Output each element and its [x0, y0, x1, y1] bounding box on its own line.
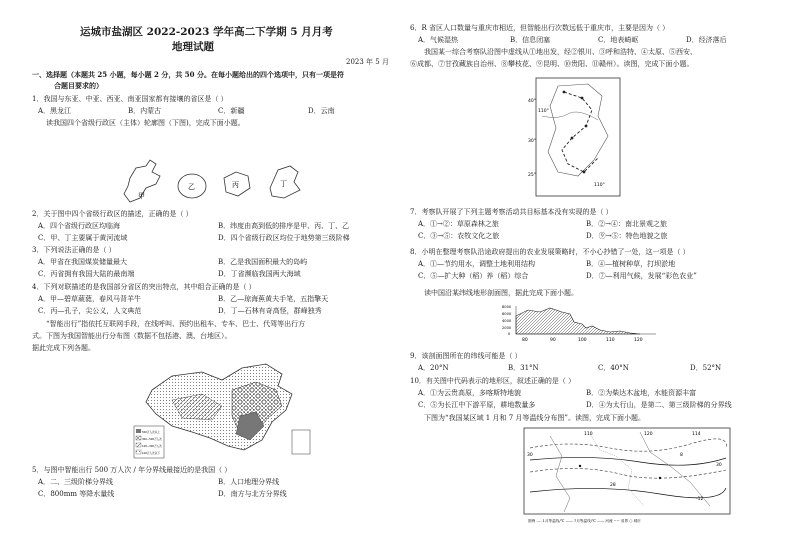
lat-label-40: 40°: [528, 99, 536, 104]
china-smart-travel-map: [132, 360, 322, 460]
q6-option-a: A．气候湿热: [418, 36, 459, 44]
lat-label-30: 30°: [528, 139, 536, 144]
q6-option-d: D．经济落后: [686, 36, 727, 44]
exam-subtitle: 地理试题: [172, 41, 214, 53]
q1-option-c: C．新疆: [218, 107, 245, 115]
legend-swatch-3: [136, 443, 141, 447]
lon-label: 110: [584, 432, 593, 437]
province-outlines-figure: [116, 158, 306, 206]
profile-y-tick: 2000: [502, 326, 512, 330]
q9-option-c: C．40°N: [598, 364, 629, 372]
section-heading-cont: 合题目要求的）: [54, 81, 103, 90]
isotherm-value-label: 28: [610, 483, 616, 488]
q6-stem: 6．R 省区人口数量与重庆市相近，但智能出行次数远低于重庆市，主要是因为（ ）: [410, 24, 670, 32]
q2-option-a: A．四个省级行政区均临海: [38, 222, 121, 230]
route-stop-marker: [585, 125, 588, 128]
profile-y-tick: 4000: [502, 319, 512, 323]
profile-y-tick: 6000: [502, 312, 512, 316]
label-ding: 丁: [280, 180, 287, 188]
q10-intro: 下图为“我国某区域 1 月和 7 月等温线分布图”。读图，完成下面小题。: [424, 414, 645, 422]
q4-intro-1: “智能出行”指依托互联网手段，在线呼叫、预约出租车、专车、巴士、代驾等出行方: [46, 320, 306, 328]
q9-option-b: B．31°N: [508, 364, 539, 372]
isotherm-map-legend: 图例 ---- 1月等温线/℃ —— 7月等温线/℃ —— 河流 ~~ 省界 ○ 城市: [528, 519, 641, 523]
q5-option-b: B．人口地理分界线: [218, 478, 280, 486]
label-jia: 甲: [138, 192, 145, 200]
section-heading: 一、选择题（本题共 25 小题，每小题 2 分，共 50 分。在每小题给出的四个选项中，只有一项是符: [32, 70, 344, 79]
q9-option-d: D．52°N: [690, 364, 722, 372]
expedition-route-map: [528, 76, 624, 198]
city-marker: [659, 477, 661, 479]
q1-option-b: B．内蒙古: [128, 107, 162, 115]
q4-intro-3: 据此完成下列各题。: [32, 344, 95, 352]
lat-label-25: 25°: [528, 173, 536, 178]
legend-swatch-2: [136, 436, 141, 440]
route-stop-marker: [583, 171, 586, 174]
lon-label: 114: [692, 432, 701, 437]
profile-y-tick: 8000: [502, 305, 512, 309]
lon-label: 120: [644, 432, 653, 437]
q4-option-b: B．乙—琼海蕉黄夫手笔，五指擎天: [218, 295, 329, 303]
q1-stem: 1．我国与东亚、中亚、西亚、南亚国家都有接壤的省区是（ ）: [32, 95, 228, 103]
lon-label-110-top: 110°: [538, 109, 549, 114]
q9-option-a: A．20°N: [418, 364, 449, 372]
route-stop-marker: [581, 97, 584, 100]
route-stop-marker: [571, 137, 574, 140]
q7-option-b: B．②→④：南北景观之旅: [586, 220, 668, 228]
profile-x-tick: 100: [578, 338, 587, 343]
q1-option-d: D．云南: [308, 107, 335, 115]
q1-option-a: A．黑龙江: [38, 107, 72, 115]
legend-label-1: 500万人次以上: [142, 431, 160, 434]
exam-date: 2023 年 5 月: [346, 58, 389, 66]
route-stop-marker: [563, 91, 566, 94]
q8-option-b: B．④—植树种草，打坝淤地: [586, 260, 676, 268]
label-yi: 乙: [188, 183, 195, 191]
legend-swatch-4: [136, 450, 141, 454]
legend-label-4: 100万人次以下: [142, 452, 160, 455]
q5-option-c: C．800mm 等降水量线: [38, 490, 115, 498]
profile-x-tick: 90: [550, 338, 556, 343]
profile-y-tick: 0: [508, 332, 511, 336]
q3-option-d: D．丁省濒临我国两大海域: [218, 270, 301, 278]
exam-title: 运城市盐湖区 2022-2023 学年高二下学期 5 月月考: [80, 26, 333, 38]
q3-option-c: C．丙省拥有我国大陆的最南端: [38, 270, 135, 278]
q8-option-a: A．①—节约用水，调整土地利用结构: [418, 260, 536, 268]
q2-option-d: D．四个省级行政区均位于地势第三级阶梯: [218, 234, 350, 242]
q10-option-b: B．②为柴达木盆地，水能资源丰富: [586, 389, 697, 397]
isotherm-value-label: -12: [696, 497, 704, 502]
q6-intro-2: ⑥成都、⑦甘孜藏族自治州、⑧攀枝花、⑨昆明、⑩贵阳、⑪赣州）。读图，完成下面小题。: [410, 60, 694, 68]
q8-stem: 8．小明在整理考察队沿途政府提出的农业发展策略时，不小心抄错了一处，这一项是（ ）: [410, 248, 690, 256]
q6-option-b: B．信息闭塞: [510, 36, 551, 44]
q5-stem: 5．与图中智能出行 500 万人次 / 年分界线最接近的是我国（ ）: [32, 466, 232, 474]
lat-label: 30: [527, 453, 533, 458]
profile-x-tick: 80: [522, 338, 528, 343]
q4-option-a: A．甲—碧草葳蕤，春风马背羊牛: [38, 295, 142, 303]
q10-stem: 10．有关图中代码表示的地形区，叙述正确的是（ ）: [410, 377, 576, 385]
q10-option-d: D．④为太行山，是第二、第三级阶梯的分界线: [586, 401, 732, 409]
q2-option-b: B．纬度由高到低的排序是甲、丙、丁、乙: [218, 222, 350, 230]
city-marker: [579, 465, 581, 467]
isotherm-value-label: 30: [716, 463, 722, 468]
legend-label-3: 100~300万人次: [142, 445, 162, 448]
profile-x-tick: 120: [634, 338, 643, 343]
q3-option-b: B．乙是我国面积最大的岛屿: [218, 258, 308, 266]
q8-option-d: D．⑦—利用气候，发展“彩色农业”: [586, 272, 697, 280]
q8-option-c: C．⑤—扩大种（稻）养（稻）综合: [418, 272, 529, 280]
q1-intro: 读我国四个省级行政区（主体）轮廓图（下图)，完成下面小题。: [46, 119, 245, 127]
q8-intro: 读中国沿某纬线地形剖面图，据此完成下面小题。: [424, 289, 578, 297]
terrain-profile-shape: [516, 308, 640, 334]
profile-x-tick: 110: [606, 338, 615, 343]
q7-stem: 7．考察队开展了下列主题考察活动共目标基本没有实现的是（ ）: [410, 208, 613, 216]
terrain-profile-figure: [500, 302, 660, 344]
legend-label-2: 300~500万人次: [142, 438, 162, 441]
q6-intro-1: 我国某一综合考察队沿图中虚线从①地出发，经②银川、③呼和浩特、④太原、⑤西安、: [424, 48, 697, 56]
q7-option-c: C．③→⑤：农牧文化之旅: [418, 232, 500, 240]
q4-intro-2: 式。下图为我国智能出行分布图（数据不包括港、澳、台地区）。: [32, 332, 232, 340]
isotherm-map: [520, 426, 734, 526]
q2-stem: 2．关于图中四个省级行政区的描述，正确的是（ ）: [32, 210, 193, 218]
q3-stem: 3．下列说法正确的是（ ）: [32, 246, 116, 254]
q5-option-a: A．二、三级阶梯分界线: [38, 478, 114, 486]
q10-option-a: A．①为云贵高原，多喀斯特地貌: [418, 389, 522, 397]
isotherm-value-label: 8: [680, 453, 683, 458]
south-china-sea-inset: [292, 430, 310, 454]
q3-option-a: A．甲省在我国煤炭储量最大: [38, 258, 128, 266]
legend-swatch-1: [136, 429, 141, 433]
q10-option-c: C．⑤为长江中下游平原，耕地数量多: [418, 401, 536, 409]
lon-label-110-bottom: 110°: [594, 183, 605, 188]
q4-option-c: C．丙—孔子，尖公义，人文典范: [38, 307, 142, 315]
q7-option-a: A．①→②：草原森林之旅: [418, 220, 499, 228]
label-bing: 丙: [232, 181, 239, 189]
q6-option-c: C．地表崎岖: [598, 36, 639, 44]
q7-option-d: D．⑨→⑤：特色地貌之旅: [586, 232, 668, 240]
q9-stem: 9．该剖面图所在的纬线可能是（ ）: [410, 352, 522, 360]
q5-option-d: D．南方与北方分界线: [218, 490, 287, 498]
q2-option-c: C．甲、丁主要属于黄河流域: [38, 234, 128, 242]
q4-option-d: D．丁—石林有奇高怪，群峰独秀: [218, 307, 322, 315]
q4-stem: 4．下列对联描述的是我国部分省区的突出特点，其中组合正确的是（ ）: [32, 283, 256, 291]
